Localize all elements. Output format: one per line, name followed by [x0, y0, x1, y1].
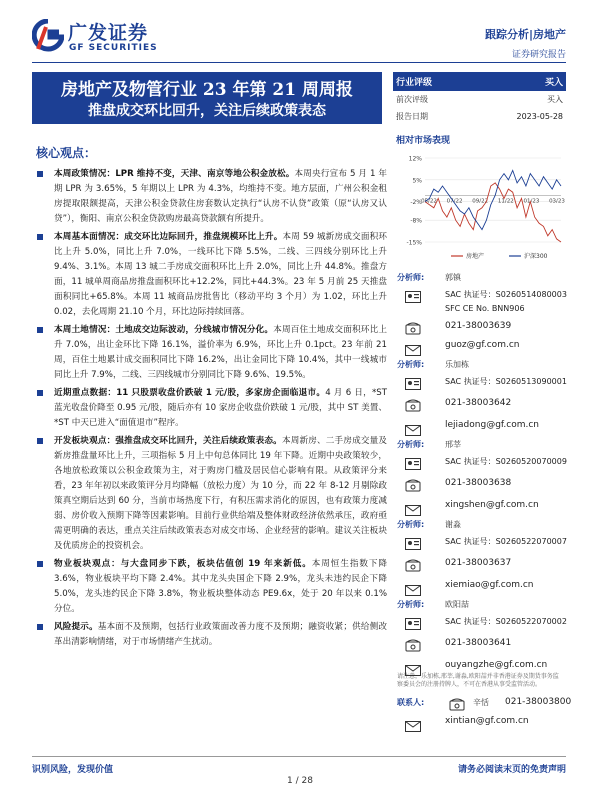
- bullet-icon: [37, 561, 43, 567]
- series-line: [425, 170, 561, 229]
- rating-row: [393, 72, 566, 91]
- y-tick-label: -15%: [406, 239, 422, 247]
- analyst-name: 邢莘: [445, 440, 461, 449]
- analyst-sac: SAC 执证号：S0260520070009: [445, 457, 567, 466]
- core-title: 核心观点：: [36, 146, 97, 160]
- rating-label: 行业评级: [396, 78, 433, 88]
- previous-rating-label: 前次评级: [396, 95, 428, 104]
- analyst-sac: SAC 执证号：S0260522070007: [445, 537, 567, 546]
- logo-text-en: GF SECURITIES: [69, 43, 158, 53]
- analyst-phone: 021-38003641: [445, 638, 512, 648]
- analyst-card: [393, 355, 566, 435]
- paragraph-lead: 本周土地情况：土地成交边际波动，分线城市情况分化。: [54, 325, 274, 335]
- contact-block: [393, 689, 572, 749]
- core-paragraph: [32, 434, 387, 554]
- analyst-name: 欧阳喆: [445, 600, 469, 609]
- paragraph-lead: 风险提示。: [54, 622, 98, 632]
- analyst-sac: SAC 执证号：S0260522070002: [445, 617, 567, 626]
- paragraph-text: 4 月 6 日，*ST 蓝光收盘价降至 0.95 元/股，随后亦有 10 家房企收盘价跌破 1 元/股，其中 ST 美置、*ST 中天已进入“面值退市”程序。: [54, 388, 387, 428]
- title-banner: [32, 72, 382, 124]
- paragraph-text: 本周央行宣布 5 月 1 年期 LPR 为 3.65%，5 年期以上 LPR 为 4.3%，均维持不变。地方层面，广州公积金租房提取限额提高，天津公积金贷款住房套数认定执行“认房不认贷”政策（原“认房又认贷”），衡阳、南京公积金贷款购房最高贷款额有所提升。: [54, 169, 387, 224]
- core-paragraph: [32, 386, 387, 431]
- legend-label: 房地产: [466, 253, 485, 260]
- report-type: 跟踪分析|房地产: [484, 28, 566, 41]
- rating-value: 买入: [544, 78, 563, 88]
- logo-text-cn: 广发证券: [68, 22, 149, 44]
- analyst-sfc: SFC CE No. BNN906: [445, 304, 525, 313]
- bullet-icon: [37, 327, 43, 333]
- analyst-name: 谢淼: [445, 520, 461, 529]
- paragraph-lead: 物业板块观点：与大盘同步下跌，板块估值创 19 年来新低。: [54, 559, 312, 569]
- phone-icon: [405, 397, 421, 416]
- x-tick-label: 03/23: [549, 198, 565, 205]
- analyst-list: [393, 268, 566, 675]
- email-icon: [405, 717, 421, 736]
- analyst-email[interactable]: xingshen@gf.com.cn: [445, 500, 539, 510]
- core-paragraph: [32, 323, 387, 383]
- legend-label: 沪深300: [524, 253, 548, 260]
- phone-icon: [405, 637, 421, 656]
- analyst-card: [393, 595, 566, 675]
- id-card-icon: [405, 375, 421, 394]
- contact-phone: 021-38003800: [505, 697, 572, 707]
- sidebar: [393, 72, 572, 749]
- y-tick-label: -8%: [410, 217, 422, 225]
- paragraph-lead: 本周基本面情况：成交环比边际回升，推盘规模环比上升。: [54, 232, 283, 242]
- contact-role: 联系人:: [397, 698, 425, 707]
- analyst-card: [393, 268, 566, 355]
- previous-rating-value: 买入: [547, 95, 563, 104]
- analyst-phone: 021-38003639: [445, 321, 512, 331]
- analyst-name: 郭镇: [445, 273, 461, 282]
- core-paragraph: [32, 230, 387, 320]
- analyst-role: 分析师:: [397, 440, 425, 449]
- analyst-role: 分析师:: [397, 600, 425, 609]
- phone-icon: [449, 696, 465, 715]
- report-date-value: 2023-05-28: [516, 112, 563, 121]
- bullet-icon: [37, 438, 43, 444]
- report-type-block: [485, 26, 566, 60]
- phone-icon: [405, 320, 421, 339]
- id-card-icon: [405, 288, 421, 307]
- analyst-sac: SAC 执证号：S0260514080003: [445, 290, 567, 299]
- report-date-row: [393, 108, 566, 125]
- paragraph-lead: 本周政策情况：LPR 维持不变，天津、南京等地公积金放松。: [54, 169, 295, 179]
- paragraph-text: 本周恒生指数下降 3.6%，物业板块平均下降 2.4%。其中龙头央国企下降 2.9%，龙头未违约民企下降 5.0%，龙头违约民企下降 3.8%，物业板块整体动态 PE9.6x，处于 20 年以来 0.1%分位。: [54, 559, 387, 614]
- x-tick-label: 01/23: [523, 198, 540, 205]
- gf-logo-icon: [32, 19, 64, 53]
- y-tick-label: 12%: [408, 155, 422, 163]
- analyst-email[interactable]: ouyangzhe@gf.com.cn: [445, 660, 548, 670]
- analyst-card: [393, 435, 566, 515]
- analyst-phone: 021-38003642: [445, 398, 512, 408]
- analyst-name: 乐加栋: [445, 360, 469, 369]
- core-paragraph: [32, 557, 387, 617]
- core-paragraph: [32, 620, 387, 650]
- id-card-icon: [405, 535, 421, 554]
- phone-icon: [405, 557, 421, 576]
- paragraph-lead: 近期重点数据：11 只股票收盘价跌破 1 元/股，多家房企面临退市。: [54, 388, 326, 398]
- x-tick-label: 11/22: [497, 198, 514, 205]
- contact-email[interactable]: xintian@gf.com.cn: [445, 716, 529, 726]
- bullet-icon: [37, 624, 43, 630]
- bullet-icon: [37, 234, 43, 240]
- footer-slogan: 识别风险，发现价值: [32, 765, 114, 775]
- contact-name: 辛恬: [473, 698, 489, 707]
- paragraph-lead: 开发板块观点：强推盘成交环比回升，关注后续政策表态。: [54, 436, 282, 446]
- analyst-card: [393, 515, 566, 595]
- paragraph-text: 本周 59 城新房成交面积环比上升 5.0%，同比上升 7.0%，一线环比下降 5.5%，二线、三四线分别环比上升 9.4%、3.1%。本周 13 城二手房成交面积环比上升 2.0%，同比上升 44.8%。推盘方面，11 城单周商品房推盘面积环比+12.2%，同比+44.3%。23 年 5 月前 25 天推盘面积同比+65.8%。本周 11 城商品房批售比（移动平均 3 个月）为 1.02，环比上升 0.02，去化周期 21.10 个月，环比边际持续回落。: [54, 232, 387, 317]
- paragraph-text: 基本面不及预期，包括行业政策面改善力度不及预期；融资收紧；供给侧改革出清影响情绪，对于市场情绪产生扰动。: [54, 622, 387, 647]
- chart-svg: [393, 150, 566, 268]
- footer-disclaimer: 请务必阅读末页的免责声明: [457, 765, 566, 775]
- core-paragraphs: [32, 167, 387, 650]
- x-tick-label: 07/22: [446, 198, 463, 205]
- analyst-phone: 021-38003638: [445, 478, 512, 488]
- company-logo: [32, 16, 172, 60]
- report-title: 房地产及物管行业 23 年第 21 周周报: [61, 80, 353, 100]
- core-paragraph: [32, 167, 387, 227]
- bullet-icon: [37, 171, 43, 177]
- analyst-email[interactable]: xiemiao@gf.com.cn: [445, 580, 534, 590]
- analyst-role: 分析师:: [397, 273, 425, 282]
- x-tick-label: 09/22: [472, 198, 489, 205]
- analyst-role: 分析师:: [397, 360, 425, 369]
- analyst-sac: SAC 执证号：S0260513090001: [445, 377, 567, 386]
- analyst-role: 分析师:: [397, 520, 425, 529]
- relative-performance-chart: [393, 150, 566, 268]
- report-subtype: 证券研究报告: [511, 50, 566, 60]
- paragraph-text: 本周新房、二手房成交量及新房推盘量环比上升，三项指标 5 月上中旬总体同比 19 年下降。近期中央政策较少，各地放松政策以公积金政策为主，对于购房门槛及居民信心影响有限。从政策评分来看，23 年年初以来政策评分月均降幅（放松力度）为 10 分，而 22 年 8-12 月剔除政策真空期后达到 60 分，当前市场热度下行，有积压需求消化的原因，也有政策力度减弱、房价收入预期下降等因素影响。目前行业供给端及整体财政经济依然承压，政府亟需更明确的表达，重点关注后续政策表态对成交市场、企业经营的影响。建议关注板块及优质房企的投资机会。: [54, 436, 387, 551]
- report-subtitle: 推盘成交环比回升，关注后续政策表态: [88, 103, 326, 119]
- bullet-icon: [37, 390, 43, 396]
- y-tick-label: -2%: [410, 199, 422, 207]
- x-tick-label: 05/22: [421, 198, 437, 205]
- analyst-email[interactable]: lejiadong@gf.com.cn: [445, 420, 540, 430]
- report-date-label: 报告日期: [396, 112, 428, 121]
- analyst-phone: 021-38003637: [445, 558, 512, 568]
- page-number: 1 / 28: [287, 776, 313, 786]
- chart-heading: 相对市场表现: [396, 136, 451, 146]
- disclaimer-note: 请注意，乐加栋,邢莘,谢淼,欧阳喆并非香港证券及期货事务监察委员会的注册持牌人，不可在香港从事受监管活动。: [397, 673, 559, 688]
- id-card-icon: [405, 615, 421, 634]
- core-views: [32, 144, 387, 653]
- email-icon: [405, 661, 421, 680]
- y-tick-label: 5%: [412, 177, 422, 185]
- previous-rating-row: [393, 91, 566, 108]
- id-card-icon: [405, 455, 421, 474]
- analyst-email[interactable]: guoz@gf.com.cn: [445, 340, 520, 350]
- series-line: [425, 183, 561, 242]
- phone-icon: [405, 477, 421, 496]
- header-divider: [32, 62, 566, 63]
- footer-divider: [32, 756, 566, 757]
- paragraph-text: 本周百住土地成交面积环比上升 7.0%，出让金环比下降 16.1%，溢价率为 6.9%，环比上升 0.1pct。23 年前 21 周，百住土地累计成交面积同比下降 16.2%，出让金同比下降 10.4%，其中一线城市同比上升 7.9%，二线、三四线城市分别同比下降 9.6%、19.5%。: [54, 325, 387, 380]
